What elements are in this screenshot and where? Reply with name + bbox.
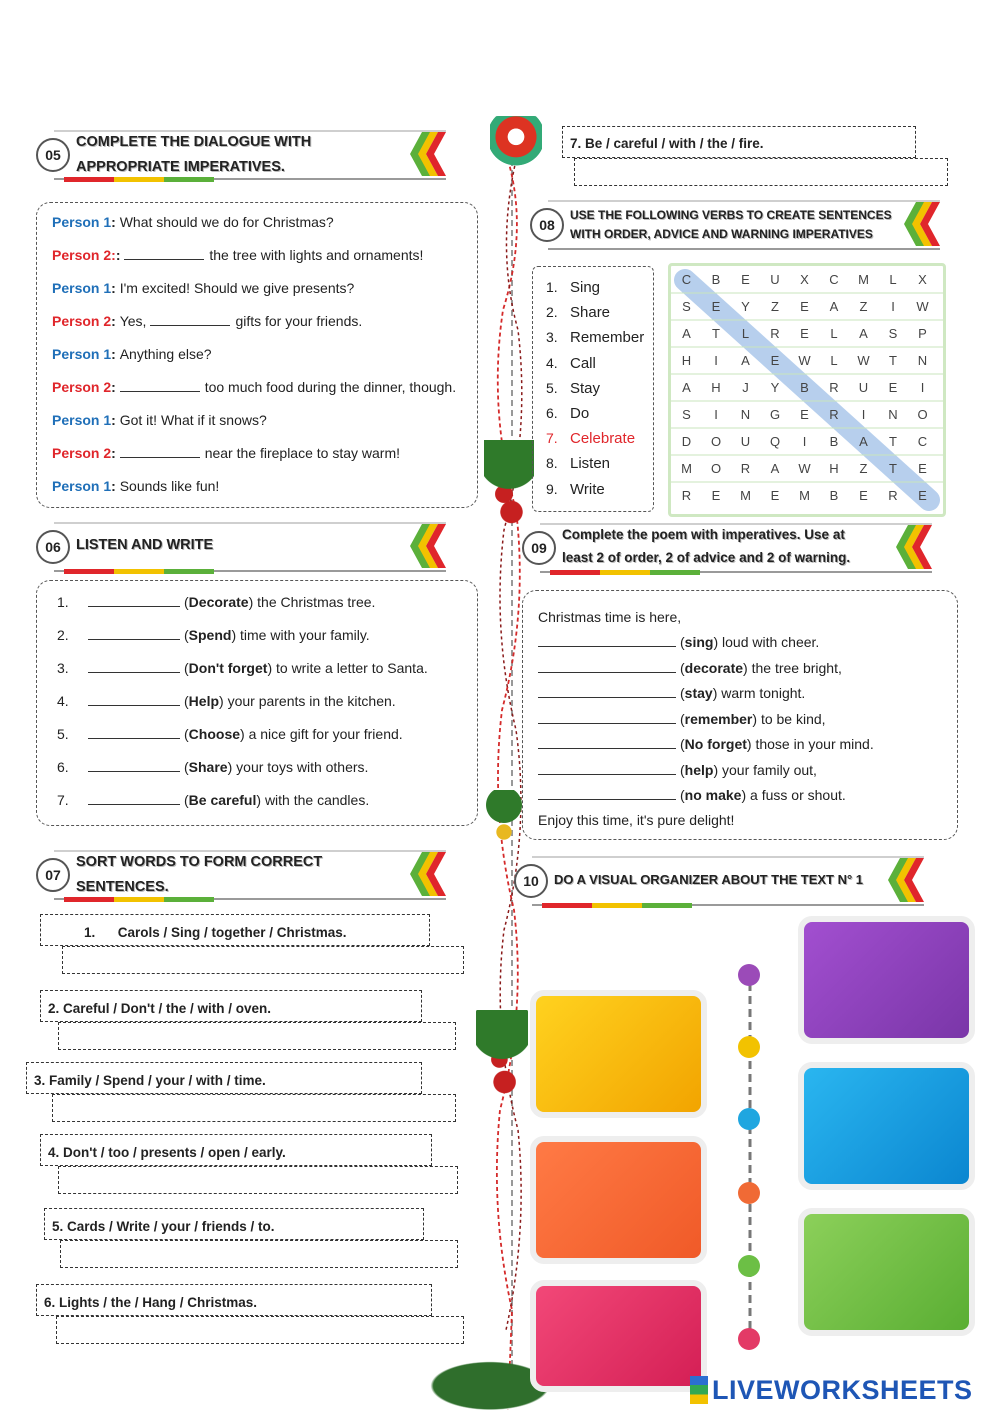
timeline-dot	[738, 964, 760, 986]
answer-line[interactable]	[58, 1022, 456, 1050]
timeline-dot	[738, 1108, 760, 1130]
poem-text: to be kind,	[760, 710, 826, 727]
grid-letter[interactable]: N	[888, 407, 898, 422]
answer-line[interactable]	[62, 946, 464, 974]
grid-letter[interactable]: O	[917, 407, 928, 422]
answer-blank[interactable]	[88, 596, 180, 607]
section-09-header	[522, 523, 932, 571]
answer-blank[interactable]	[538, 738, 676, 749]
poem-text: those in your mind.	[755, 736, 874, 752]
answer-blank[interactable]	[124, 249, 204, 260]
timeline-dot	[738, 1036, 760, 1058]
grid-letter[interactable]: E	[711, 299, 721, 314]
verb-hint: sing	[684, 634, 714, 650]
dialogue-line: Person 1: Anything else?	[52, 346, 212, 362]
dialogue-line: Person 1: Sounds like fun!	[52, 478, 220, 494]
grid-letter[interactable]: C	[917, 434, 928, 449]
answer-blank[interactable]	[150, 315, 230, 326]
dialogue-text: Got it! What if it snows?	[119, 412, 267, 428]
verb-hint: Be careful	[188, 792, 257, 808]
grid-letter[interactable]: R	[829, 407, 839, 422]
section-number: 08	[530, 208, 564, 242]
verb-item: Remember	[570, 329, 645, 347]
grid-letter[interactable]: E	[741, 272, 750, 287]
section-title: USE THE FOLLOWING VERBS TO CREATE SENTENCES WITH ORDER, ADVICE AND WARNING IMPERATIVES	[570, 208, 892, 241]
dialogue-text: too much food during the dinner, though.	[204, 379, 457, 395]
dialogue-text: near the fireplace to stay warm!	[204, 445, 401, 461]
dialogue-text: I'm excited! Should we give presents?	[119, 280, 355, 296]
grid-letter[interactable]: H	[681, 353, 692, 368]
answer-line[interactable]	[60, 1240, 458, 1268]
verb-number: 2.	[546, 304, 558, 321]
poem-text: a fuss or shout.	[750, 787, 846, 803]
speaker-label: Person 1	[52, 412, 112, 428]
grid-letter[interactable]: A	[770, 461, 780, 476]
verb-hint: Help	[188, 693, 220, 709]
section-title: Complete the poem with imperatives. Use at least 2 of order, 2 of advice and 2 of warning.	[562, 527, 851, 565]
grid-letter[interactable]: W	[798, 461, 811, 476]
grid-letter[interactable]: L	[830, 353, 838, 368]
organizer-timeline	[730, 960, 770, 1350]
poem-intro: Christmas time is here,	[538, 609, 682, 625]
verb-hint: help	[684, 761, 714, 778]
dialogue-line: Person 2: too much food during the dinner, though.	[52, 379, 457, 395]
grid-letter[interactable]: M	[681, 461, 692, 476]
logo-text: LIVEWORKSHEETS	[712, 1374, 973, 1405]
grid-letter[interactable]: G	[769, 407, 781, 422]
dialogue-text: Anything else?	[119, 346, 212, 362]
grid-letter[interactable]: Q	[769, 434, 781, 449]
section-05-header	[36, 130, 446, 178]
speaker-label: Person 1	[52, 280, 112, 296]
grid-letter[interactable]: A	[829, 299, 839, 314]
grid-letter[interactable]: R	[740, 461, 751, 476]
dialogue-text: Sounds like fun!	[119, 478, 220, 494]
grid-letter[interactable]: I	[714, 353, 718, 368]
sentence-prompt: 1. Carols / Sing / together / Christmas.	[84, 925, 347, 940]
speaker-label: Person 2:	[52, 247, 116, 263]
speaker-label: Person 2	[52, 313, 112, 329]
verb-hint: Spend	[188, 627, 232, 643]
poem-line: (no make) a fuss or shout.	[538, 787, 846, 803]
grid-letter[interactable]: T	[889, 461, 897, 476]
word-search-grid	[668, 263, 946, 517]
verb-number: 4.	[546, 354, 558, 371]
sentence-prompt: 4. Don't / too / presents / open / early.	[48, 1145, 286, 1160]
dialogue-line: Person 2: near the fireplace to stay warm!	[52, 445, 401, 461]
grid-letter[interactable]: A	[741, 353, 750, 368]
grid-letter[interactable]: U	[858, 380, 869, 395]
verb-item: Call	[570, 354, 596, 372]
grid-letter[interactable]: Y	[741, 299, 750, 314]
grid-letter[interactable]: T	[889, 353, 897, 368]
grid-letter[interactable]: S	[682, 299, 691, 314]
grid-letter[interactable]: S	[682, 407, 691, 422]
verb-item: Stay	[570, 379, 601, 397]
poem-line: (sing) loud with cheer.	[538, 634, 819, 650]
listen-item: (Be careful) with the candles.	[88, 792, 369, 808]
holly-ornament-icon	[484, 440, 534, 530]
grid-letter[interactable]: M	[858, 272, 869, 287]
grid-letter[interactable]: I	[714, 407, 718, 422]
grid-letter[interactable]: E	[770, 488, 780, 503]
verb-item: Write	[570, 480, 605, 498]
grid-letter[interactable]: R	[888, 488, 898, 503]
grid-letter[interactable]: A	[682, 326, 691, 341]
answer-blank[interactable]	[538, 687, 676, 698]
listen-item: (Help) your parents in the kitchen.	[88, 693, 396, 709]
grid-letter[interactable]: E	[770, 353, 780, 368]
sentence-prompt: 6. Lights / the / Hang / Christmas.	[44, 1295, 258, 1310]
listen-item: (Decorate) the Christmas tree.	[88, 594, 375, 610]
grid-letter[interactable]: W	[798, 353, 811, 368]
section-number: 05	[36, 138, 70, 172]
chevron-decoration-icon	[894, 525, 932, 569]
item-number: 3.	[57, 660, 69, 676]
answer-blank[interactable]	[538, 764, 676, 775]
poem-text: warm tonight.	[721, 685, 806, 701]
timeline-dot	[738, 1328, 760, 1350]
dialogue-line: Person 1: I'm excited! Should we give presents?	[52, 280, 355, 296]
verb-hint: stay	[684, 685, 713, 701]
grid-letter[interactable]: J	[742, 380, 749, 395]
grid-letter[interactable]: L	[889, 272, 897, 287]
dialogue-text: What should we do for Christmas?	[119, 214, 334, 230]
grid-letter[interactable]: E	[800, 299, 809, 314]
verb-item: Celebrate	[570, 430, 636, 448]
timeline-dot	[738, 1182, 760, 1204]
verb-item: Listen	[570, 455, 611, 473]
verb-number: 5.	[546, 379, 558, 396]
poem-line: (help) your family out,	[538, 762, 817, 778]
listen-item: (Share) your toys with others.	[88, 759, 368, 775]
grid-letter[interactable]: E	[800, 326, 809, 341]
grid-letter[interactable]: I	[802, 434, 807, 449]
section-number: 07	[36, 858, 70, 892]
grid-letter[interactable]: B	[711, 272, 721, 287]
item-number: 7.	[57, 792, 69, 808]
chevron-decoration-icon	[408, 852, 446, 896]
speaker-label: Person 2	[52, 379, 112, 395]
item-text: with the candles.	[264, 792, 370, 808]
grid-letter[interactable]: T	[712, 326, 720, 341]
grid-letter[interactable]: E	[800, 407, 809, 422]
grid-letter[interactable]: O	[710, 434, 722, 449]
answer-blank[interactable]	[120, 381, 200, 392]
grid-letter[interactable]: Z	[771, 299, 779, 314]
verb-number: 9.	[546, 480, 558, 497]
answer-blank[interactable]	[120, 447, 200, 458]
listen-item: (Don't forget) to write a letter to Santa.	[88, 660, 428, 676]
grid-letter[interactable]: H	[829, 461, 839, 476]
verb-number: 3.	[546, 329, 558, 346]
grid-letter[interactable]: E	[918, 488, 927, 503]
chevron-decoration-icon	[902, 202, 940, 246]
grid-letter[interactable]: D	[681, 434, 692, 449]
organizer-box-yellow[interactable]	[530, 990, 707, 1118]
grid-letter[interactable]: B	[800, 380, 809, 395]
verb-hint: No forget	[684, 736, 747, 752]
answer-line[interactable]	[52, 1094, 456, 1122]
item-number: 6.	[57, 759, 69, 775]
holly-ornament-icon	[476, 1010, 528, 1100]
grid-letter[interactable]: W	[857, 353, 870, 368]
verb-hint: decorate	[684, 659, 744, 676]
organizer-box-green[interactable]	[798, 1208, 975, 1336]
dialogue-line: Person 1: What should we do for Christmas?	[52, 214, 334, 230]
organizer-box-purple[interactable]	[798, 916, 975, 1044]
grid-letter[interactable]: U	[740, 434, 751, 449]
holly-ornament-icon	[484, 790, 524, 850]
section-number: 06	[36, 530, 70, 564]
grid-letter[interactable]: R	[829, 380, 839, 395]
answer-line[interactable]	[56, 1316, 464, 1344]
grid-letter[interactable]: I	[861, 407, 866, 422]
chevron-decoration-icon	[408, 524, 446, 568]
section-title: COMPLETE THE DIALOGUE WITH APPROPRIATE IMPERATIVES.	[76, 134, 312, 175]
item-number: 5.	[57, 726, 69, 742]
grid-letter[interactable]: A	[859, 326, 868, 341]
grid-letter[interactable]: R	[681, 488, 692, 503]
verb-hint: Choose	[188, 726, 241, 742]
section-title: LISTEN AND WRITE	[76, 537, 214, 553]
speaker-label: Person 1	[52, 214, 112, 230]
grid-letter[interactable]: A	[682, 380, 691, 395]
liveworksheets-logo	[690, 1374, 973, 1406]
answer-line[interactable]	[58, 1166, 458, 1194]
dialogue-line: Person 2:: the tree with lights and ornaments!	[52, 247, 424, 263]
grid-letter[interactable]: E	[711, 488, 721, 503]
poem-text: loud with cheer.	[722, 634, 820, 650]
speaker-label: Person 1	[52, 478, 112, 494]
grid-letter[interactable]: L	[830, 326, 838, 341]
grid-letter[interactable]: M	[799, 488, 810, 503]
verb-item: Do	[570, 405, 590, 422]
answer-blank[interactable]	[88, 761, 180, 772]
poem-line: (decorate) the tree bright,	[538, 660, 842, 676]
item-text: time with your family.	[240, 627, 370, 643]
verb-hint: remember	[684, 710, 753, 727]
grid-letter[interactable]: Z	[859, 299, 868, 314]
grid-letter[interactable]: E	[918, 461, 927, 476]
verb-hint: Don't forget	[188, 660, 268, 676]
verb-number: 1.	[546, 279, 558, 295]
chevron-decoration-icon	[408, 132, 446, 176]
logo-icon	[690, 1376, 708, 1404]
answer-blank[interactable]	[88, 695, 180, 706]
item-number: 1.	[57, 594, 69, 610]
verb-number: 8.	[546, 455, 558, 472]
answer-blank[interactable]	[538, 662, 676, 673]
grid-letter[interactable]: C	[681, 272, 692, 287]
section-08-header	[530, 200, 940, 248]
grid-letter[interactable]: B	[829, 434, 839, 449]
section-title: DO A VISUAL ORGANIZER ABOUT THE TEXT N° 1	[554, 872, 864, 887]
item-number: 2.	[57, 627, 69, 643]
dialogue-line: Person 1: Got it! What if it snows?	[52, 412, 267, 428]
section-number: 09	[522, 531, 556, 565]
grid-letter[interactable]: E	[859, 488, 868, 503]
chevron-decoration-icon	[886, 858, 924, 902]
verb-number: 6.	[546, 405, 558, 421]
grid-letter[interactable]: W	[916, 299, 929, 314]
grid-letter[interactable]: E	[888, 380, 898, 395]
item-text: your toys with others.	[236, 759, 369, 775]
poem-text: your family out,	[722, 761, 817, 778]
answer-blank[interactable]	[88, 629, 180, 640]
item-text: to write a letter to Santa.	[276, 660, 428, 676]
sentence-prompt: 7. Be / careful / with / the / fire.	[570, 136, 764, 151]
item-text: a nice gift for your friend.	[248, 726, 403, 742]
dialogue-line: Person 2: Yes, gifts for your friends.	[52, 313, 363, 329]
section-07-header	[36, 850, 446, 898]
section-10-header	[514, 856, 924, 904]
dialogue-text: the tree with lights and ornaments!	[209, 247, 424, 263]
grid-letter[interactable]: X	[800, 272, 809, 287]
grid-letter[interactable]: B	[829, 488, 839, 503]
poem-line: (remember) to be kind,	[538, 711, 826, 727]
grid-letter[interactable]: U	[770, 272, 780, 287]
answer-blank[interactable]	[538, 636, 676, 647]
section-number: 10	[514, 864, 548, 898]
answer-blank[interactable]	[538, 789, 676, 800]
item-text: the Christmas tree.	[257, 594, 376, 610]
item-text: your parents in the kitchen.	[227, 693, 396, 709]
poem-outro: Enjoy this time, it's pure delight!	[538, 812, 735, 828]
sentence-prompt: 3. Family / Spend / your / with / time.	[34, 1073, 266, 1088]
grid-letter[interactable]: L	[741, 326, 750, 341]
speaker-label: Person 1	[52, 346, 112, 362]
sentence-prompt: 2. Careful / Don't / the / with / oven.	[48, 1001, 271, 1016]
organizer-box-pink[interactable]	[530, 1280, 707, 1392]
grid-letter[interactable]: X	[918, 272, 927, 287]
grid-letter[interactable]: A	[859, 434, 868, 449]
answer-blank[interactable]	[88, 728, 180, 739]
grid-letter[interactable]: N	[740, 407, 751, 422]
poem-text: the tree bright,	[751, 659, 842, 676]
grid-letter[interactable]: N	[917, 353, 928, 368]
grid-letter[interactable]: P	[918, 326, 927, 341]
verb-number: 7.	[546, 430, 558, 447]
answer-blank[interactable]	[88, 794, 180, 805]
listen-item: (Choose) a nice gift for your friend.	[88, 726, 403, 742]
grid-letter[interactable]: M	[740, 488, 751, 503]
verb-item: Sing	[570, 279, 601, 296]
answer-line[interactable]	[574, 158, 948, 186]
verb-hint: no make	[684, 787, 742, 803]
timeline-dot	[738, 1255, 760, 1277]
poem-line: (No forget) those in your mind.	[538, 736, 874, 752]
grid-letter[interactable]: H	[711, 380, 721, 395]
listen-item: (Spend) time with your family.	[88, 627, 370, 643]
santa-ornament-icon	[490, 116, 542, 168]
grid-letter[interactable]: R	[770, 326, 780, 341]
grid-letter[interactable]: Y	[770, 380, 780, 395]
grid-letter[interactable]: O	[710, 461, 722, 476]
grid-letter[interactable]: T	[889, 434, 897, 449]
grid-letter[interactable]: Z	[859, 461, 868, 476]
sentence-prompt: 5. Cards / Write / your / friends / to.	[52, 1219, 275, 1234]
verb-hint: Decorate	[188, 594, 249, 610]
organizer-box-blue[interactable]	[798, 1062, 975, 1190]
item-number: 4.	[57, 693, 69, 709]
grid-letter[interactable]: C	[829, 272, 839, 287]
organizer-box-orange[interactable]	[530, 1136, 707, 1264]
poem-line: (stay) warm tonight.	[538, 685, 805, 701]
speaker-label: Person 2	[52, 445, 112, 461]
answer-blank[interactable]	[538, 713, 676, 724]
answer-blank[interactable]	[88, 662, 180, 673]
verb-item: Share	[570, 304, 611, 322]
grid-letter[interactable]: I	[920, 380, 925, 395]
dialogue-text: gifts for your friends.	[235, 313, 363, 329]
verb-hint: Share	[188, 759, 228, 775]
section-title: SORT WORDS TO FORM CORRECT SENTENCES.	[76, 854, 323, 895]
grid-letter[interactable]: S	[888, 326, 898, 341]
section-06-header	[36, 522, 446, 570]
grid-letter[interactable]: I	[891, 299, 895, 314]
